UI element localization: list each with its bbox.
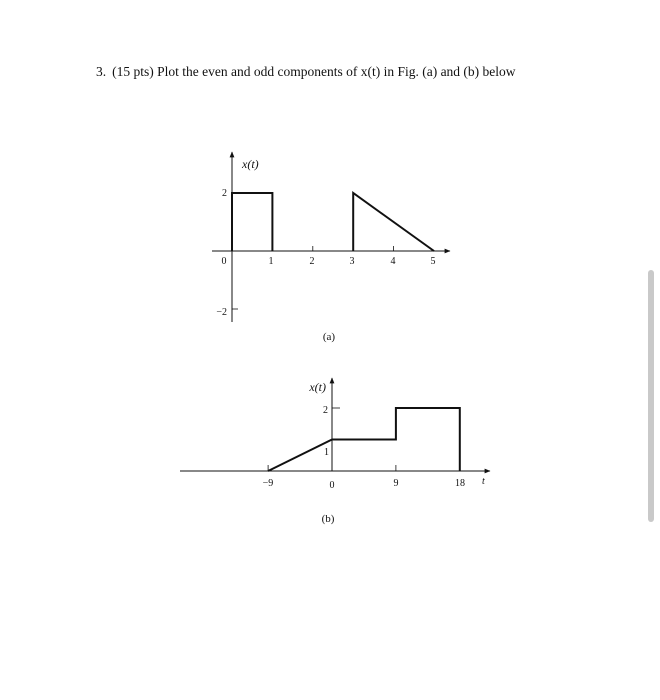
fig-a-x-label-4: 4 — [390, 256, 396, 267]
fig-b-xlabel: t — [482, 476, 485, 487]
fig-a-y-label-2: 2 — [222, 188, 227, 199]
figure-b — [180, 378, 490, 525]
vertical-scrollbar[interactable] — [648, 270, 654, 522]
fig-a-series-ramp — [353, 193, 434, 251]
fig-b-caption: (b) — [321, 513, 335, 525]
fig-a-x-label-2: 2 — [309, 256, 315, 267]
fig-a-x-label-3: 3 — [349, 256, 355, 267]
figure-a — [212, 152, 450, 343]
fig-b-x-label-9: 9 — [393, 478, 399, 489]
question-number: 3. — [96, 64, 107, 79]
fig-a-ylabel: x(t) — [242, 157, 259, 171]
fig-b-series-line — [268, 408, 460, 471]
fig-b-y-label-1: 1 — [324, 447, 329, 458]
fig-b-y-label-2: 2 — [323, 405, 328, 416]
fig-b-x-label-0: 0 — [329, 480, 335, 491]
fig-a-x-label-0: 0 — [221, 256, 227, 267]
fig-b-x-label-18: 18 — [455, 478, 465, 489]
fig-a-x-label-1: 1 — [268, 256, 274, 267]
fig-b-x-label-neg9: −9 — [262, 478, 274, 489]
fig-a-y-label-neg2: −2 — [216, 307, 227, 318]
fig-a-x-label-5: 5 — [430, 256, 436, 267]
fig-b-ylabel: x(t) — [309, 380, 326, 394]
question-body: (15 pts) Plot the even and odd components of x(t) in Fig. (a) and (b) below — [112, 64, 516, 79]
fig-a-caption: (a) — [322, 331, 336, 343]
fig-a-series-pulse — [232, 193, 272, 251]
